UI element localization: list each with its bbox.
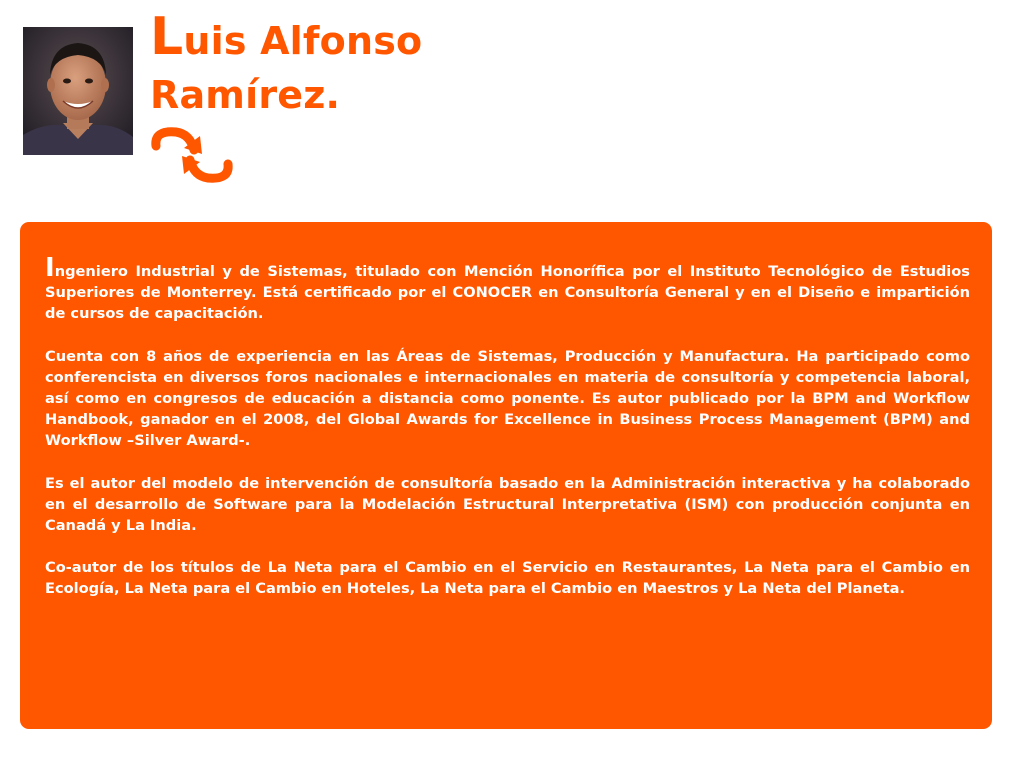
profile-name [150,7,423,122]
bio-paragraph: Cuenta con 8 años de experiencia en las Áreas de Sistemas, Producción y Manufactura. Ha participado como conferencista en diversos foros nacionales e internacionales en materia de consultoría y competencia laboral, así como en congresos de educación a distancia como ponente. Es autor publicado por la BPM and Workflow Handbook, ganador en el 2008, del Global Awards for Excellence in Business Process Management (BPM) and Workflow –Silver Award-. [45,347,970,450]
bio-paragraph: Es el autor del modelo de intervención de consultoría basado en la Administración interactiva y ha colaborado en el desarrollo de Software para la Modelación Estructural Interpretativa (ISM) con producción conjunta en Canadá y La India. [45,474,970,535]
name-line-2: Ramírez. [150,73,341,117]
bio-paragraph: Co-autor de los títulos de La Neta para el Cambio en el Servicio en Restaurantes, La Neta para el Cambio en Ecología, La Neta para el Cambio en Hoteles, La Neta para el Cambio en Maestros y La Neta del Planeta. [45,559,970,598]
profile-photo [23,27,133,155]
portrait-photo [23,27,133,155]
bio-panel [20,222,992,729]
orange-swirl-arrows-icon [150,124,234,186]
bio-paragraph: Ingeniero Industrial y de Sistemas, titulado con Mención Honorífica por el Instituto Tecnológico de Estudios Superiores de Monterrey. Está certificado por el CONOCER en Consultoría General y en el Diseño e impartición de cursos de capacitación. [45,253,970,323]
name-line-1: Luis Alfonso [150,7,423,67]
